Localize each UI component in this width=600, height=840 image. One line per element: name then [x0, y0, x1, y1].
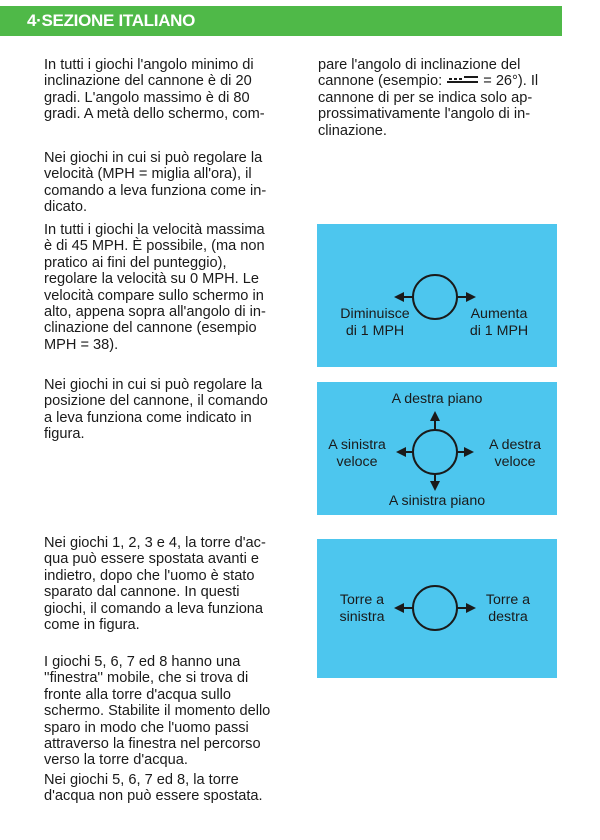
- label-speed-decrease: Diminuisce di 1 MPH: [340, 306, 410, 339]
- paragraph-speed: Nei giochi in cui si può regolare la velocità (MPH = miglia all'ora), il comando a leva funziona come in- dicato.: [44, 150, 267, 216]
- joystick-speed-diagram: [317, 224, 557, 367]
- label-left-slow: A sinistra piano: [388, 493, 486, 509]
- joystick-position-diagram: [317, 382, 557, 515]
- label-tower-right: Torre a destra: [485, 592, 531, 625]
- label-right-slow: A destra piano: [391, 391, 483, 407]
- section-title: 4·SEZIONE ITALIANO: [27, 11, 196, 30]
- paragraph-angle-continued-start: pare l'angolo di inclinazione del cannone (esempio:: [318, 57, 521, 90]
- arrow-right-icon: [457, 447, 474, 457]
- arrow-down-icon: [430, 474, 440, 491]
- joystick-speed-graphic: [317, 224, 557, 367]
- arrow-left-icon: [394, 292, 413, 302]
- arrow-up-icon: [430, 411, 440, 430]
- joystick-tower-diagram: [317, 539, 557, 678]
- label-tower-left: Torre a sinistra: [339, 592, 385, 625]
- paragraph-position: Nei giochi in cui si può regolare la posizione del cannone, il comando a leva funziona come indicato in figura.: [44, 377, 268, 443]
- joystick-circle: [413, 430, 457, 474]
- label-left-fast: A sinistra veloce: [328, 437, 386, 470]
- arrow-right-icon: [457, 292, 476, 302]
- paragraph-fixed-tower: Nei giochi 5, 6, 7 ed 8, la torre d'acqua non può essere spostata.: [44, 772, 263, 805]
- label-right-fast: A destra veloce: [488, 437, 542, 470]
- paragraph-max-speed: In tutti i giochi la velocità massima è di 45 MPH. È possibile, (ma non pratico ai fini del punteggio), regolare la velocità su 0 MPH. Le velocità compare sullo schermo in alto, appena sopra all'angolo di in- clinazione del cannone (esempio MPH = 38).: [44, 222, 266, 353]
- paragraph-tower: Nei giochi 1, 2, 3 e 4, la torre d'ac- qua può essere spostata avanti e indietro, dopo che l'uomo è stato sparato dal cannone. In questi giochi, il comando a leva funziona come in figura.: [44, 535, 266, 634]
- label-speed-increase: Aumenta di 1 MPH: [469, 306, 529, 339]
- paragraph-window: I giochi 5, 6, 7 ed 8 hanno una ''finestra'' mobile, che si trova di fronte alla torre d'acqua sullo schermo. Stabilite il momento dello sparo in modo che l'uomo passi attraverso la finestra nel percorso verso la torre d'acqua.: [44, 654, 271, 769]
- paragraph-angle-continued: [318, 57, 538, 139]
- joystick-circle: [413, 586, 457, 630]
- cannon-angle-icon: [446, 75, 479, 85]
- paragraph-angle: In tutti i giochi l'angolo minimo di inclinazione del cannone è di 20 gradi. L'angolo massimo è di 80 gradi. A metà dello schermo, com-: [44, 57, 265, 123]
- arrow-left-icon: [396, 447, 413, 457]
- paragraph-angle-continued-end: = 26°). Il cannone di per se indica solo ap- prossimativamente l'angolo di in- clinazione.: [318, 73, 539, 139]
